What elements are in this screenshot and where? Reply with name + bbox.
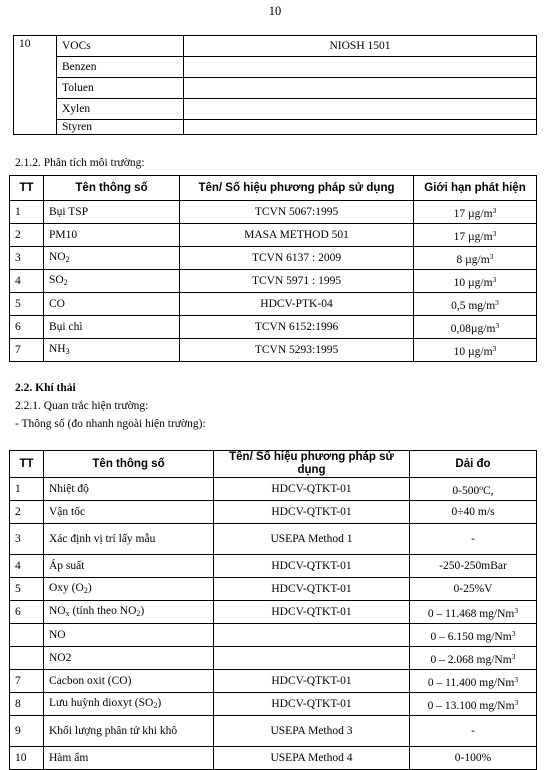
measure-range	[410, 601, 537, 624]
text: Bụi TSP	[49, 205, 89, 218]
text: NH	[49, 342, 66, 355]
param-name	[44, 747, 214, 770]
text: 4	[15, 274, 21, 287]
text: MASA METHOD 501	[244, 228, 349, 241]
text: 10 µg/m	[453, 345, 493, 358]
table-row	[10, 270, 537, 293]
detection-limit	[414, 247, 537, 270]
detection-limit	[414, 316, 537, 339]
text: 0 – 6.150 mg/Nm	[430, 630, 512, 643]
text: 0-500	[452, 484, 480, 497]
text: Vận tốc	[49, 505, 86, 518]
text: USEPA Method 3	[270, 724, 353, 737]
param-name	[44, 524, 214, 555]
voc-table	[13, 35, 537, 135]
text: )	[140, 604, 145, 617]
text: )	[157, 696, 162, 709]
text: 0-100%	[454, 751, 492, 764]
text: 0 – 11.400 mg/Nm	[427, 676, 515, 689]
subscript: 3	[65, 346, 70, 356]
row-index	[10, 670, 44, 693]
text: 2	[15, 228, 21, 241]
detection-limit	[414, 339, 537, 362]
text: HDCV-PTK-04	[260, 297, 333, 310]
text: 8 µg/m	[456, 253, 490, 266]
superscript: o	[479, 482, 484, 492]
method-name	[214, 578, 410, 601]
col-header: Tên/ Số hiệu phương pháp sử dụng	[180, 176, 414, 201]
measure-range	[410, 670, 537, 693]
param-name	[44, 247, 180, 270]
text: 6	[15, 605, 21, 618]
param-name	[44, 201, 180, 224]
text: Oxy (O	[49, 581, 84, 594]
text: TCVN 5293:1995	[254, 343, 339, 356]
text: HDCV-QTKT-01	[271, 697, 352, 710]
text: 4	[15, 559, 21, 572]
method-name	[214, 624, 410, 647]
text: (tính theo NO	[69, 604, 137, 617]
text: Nhiệt độ	[49, 482, 89, 495]
row-index	[10, 578, 44, 601]
text: USEPA Method 4	[270, 751, 353, 764]
table-row	[10, 693, 537, 716]
text: HDCV-QTKT-01	[271, 674, 352, 687]
method-name	[214, 716, 410, 747]
method-name	[214, 670, 410, 693]
table-row	[14, 57, 537, 78]
subscript: 2	[153, 700, 158, 710]
text: 1	[15, 205, 21, 218]
text: HDCV-QTKT-01	[271, 505, 352, 518]
param-name	[44, 555, 214, 578]
text: )	[87, 581, 92, 594]
text: HDCV-QTKT-01	[271, 582, 352, 595]
method-name	[214, 693, 410, 716]
empty-cell	[184, 120, 537, 135]
param-name	[44, 647, 214, 670]
detection-limit	[414, 270, 537, 293]
method-name	[214, 478, 410, 501]
env-heading: 2.1.2. Phân tích môi trường:	[15, 157, 145, 169]
text: NO	[49, 604, 66, 617]
text: 3	[15, 251, 21, 264]
method-name	[180, 224, 414, 247]
method-name	[180, 316, 414, 339]
method-name	[180, 339, 414, 362]
table-header-row	[10, 451, 537, 478]
row-index	[10, 624, 44, 647]
text: Khối lượng phân tử khi khô	[49, 724, 178, 737]
env-analysis-table	[9, 175, 537, 362]
param-name	[44, 624, 214, 647]
text: TCVN 5971 : 1995	[251, 274, 342, 287]
col-header: TT	[10, 451, 44, 478]
measure-range	[410, 501, 537, 524]
text: 0 – 13.100 mg/Nm	[427, 699, 515, 712]
text: PM10	[49, 228, 78, 241]
superscript: 3	[514, 697, 519, 707]
superscript: 3	[511, 628, 516, 638]
table-row	[10, 224, 537, 247]
empty-cell	[184, 57, 537, 78]
method-name	[180, 247, 414, 270]
row-index	[10, 339, 44, 362]
row-index	[10, 601, 44, 624]
subscript: 2	[63, 277, 68, 287]
table-row	[10, 747, 537, 770]
param-name	[44, 270, 180, 293]
text: NO	[49, 628, 66, 641]
empty-cell	[184, 78, 537, 99]
text: 9	[15, 724, 21, 737]
row-index	[10, 270, 44, 293]
text: Lưu huỳnh dioxyt (SO	[49, 696, 154, 709]
param-name	[44, 501, 214, 524]
measure-range	[410, 716, 537, 747]
table-row	[10, 501, 537, 524]
text: TCVN 6152:1996	[254, 320, 339, 333]
col-header: Tên thông số	[44, 451, 214, 478]
text: 17 µg/m	[453, 230, 493, 243]
text: 5	[15, 297, 21, 310]
table-row	[10, 247, 537, 270]
text: C,	[483, 484, 494, 497]
method-name	[214, 747, 410, 770]
superscript: 3	[492, 274, 497, 284]
table-row	[14, 36, 537, 57]
detection-limit	[414, 224, 537, 247]
text: 0 – 2.068 mg/Nm	[430, 653, 512, 666]
col-header: TT	[10, 176, 44, 201]
table-header-row	[10, 176, 537, 201]
table-row	[10, 293, 537, 316]
voc-sub: Styren	[57, 120, 184, 135]
table-row	[10, 716, 537, 747]
text: USEPA Method 1	[270, 532, 353, 545]
text: 0,5 mg/m	[451, 299, 496, 312]
text: 0,08µg/m	[450, 322, 496, 335]
row-index	[10, 555, 44, 578]
superscript: 3	[514, 605, 519, 615]
superscript: 3	[511, 651, 516, 661]
table-row	[10, 524, 537, 555]
row-index	[10, 316, 44, 339]
measure-range	[410, 555, 537, 578]
row-index	[10, 747, 44, 770]
superscript: 3	[495, 320, 500, 330]
text: 6	[15, 320, 21, 333]
method-name	[214, 501, 410, 524]
text: 17 µg/m	[453, 207, 493, 220]
row-index	[10, 201, 44, 224]
voc-sub: Benzen	[57, 57, 184, 78]
col-header: Giới hạn phát hiện	[414, 176, 537, 201]
table-row	[10, 201, 537, 224]
text: Xác định vị trí lấy mẫu	[49, 532, 156, 545]
param-name	[44, 601, 214, 624]
field-note: - Thông số (đo nhanh ngoài hiện trường):	[15, 418, 206, 430]
voc-index: 10	[14, 36, 57, 135]
table-row	[10, 578, 537, 601]
param-name	[44, 293, 180, 316]
subscript: 2	[136, 608, 141, 618]
measure-range	[410, 578, 537, 601]
subscript: 2	[65, 254, 70, 264]
superscript: 3	[489, 251, 494, 261]
row-index	[10, 647, 44, 670]
param-name	[44, 670, 214, 693]
voc-method: NIOSH 1501	[184, 36, 537, 57]
text: -250-250mBar	[439, 559, 507, 572]
voc-sub: Xylen	[57, 99, 184, 120]
measure-range	[410, 747, 537, 770]
text: 10	[15, 751, 27, 764]
text: 7	[15, 674, 21, 687]
method-name	[180, 201, 414, 224]
param-name	[44, 316, 180, 339]
table-row	[10, 647, 537, 670]
method-name	[180, 270, 414, 293]
param-name	[44, 224, 180, 247]
subsection-title: 2.2.1. Quan trắc hiện trường:	[15, 400, 149, 412]
text: 1	[15, 482, 21, 495]
text: TCVN 6137 : 2009	[251, 251, 342, 264]
method-name	[214, 601, 410, 624]
param-name	[44, 339, 180, 362]
text: 0 – 11.468 mg/Nm	[427, 607, 515, 620]
text: 3	[15, 532, 21, 545]
text: Cacbon oxit (CO)	[49, 674, 132, 687]
text: TCVN 5067:1995	[254, 205, 339, 218]
text: 0÷40 m/s	[451, 505, 495, 518]
text: Bụi chì	[49, 320, 83, 333]
row-index	[10, 716, 44, 747]
superscript: 3	[514, 674, 519, 684]
text: 2	[15, 505, 21, 518]
text: 5	[15, 582, 21, 595]
table-row	[10, 316, 537, 339]
detection-limit	[414, 201, 537, 224]
method-name	[214, 647, 410, 670]
table-row	[14, 99, 537, 120]
row-index	[10, 224, 44, 247]
subscript: x	[65, 608, 70, 618]
param-name	[44, 578, 214, 601]
measure-range	[410, 647, 537, 670]
method-name	[214, 555, 410, 578]
param-name	[44, 693, 214, 716]
measure-range	[410, 624, 537, 647]
col-header: Tên/ Số hiệu phương pháp sử dụng	[214, 451, 410, 478]
voc-param: VOCs	[57, 36, 184, 57]
param-name	[44, 716, 214, 747]
superscript: 3	[495, 297, 499, 307]
superscript: 3	[492, 343, 497, 353]
table-row	[10, 670, 537, 693]
method-name	[180, 293, 414, 316]
col-header: Tên thông số	[44, 176, 180, 201]
text: SO	[49, 273, 64, 286]
text: HDCV-QTKT-01	[271, 605, 352, 618]
superscript: 3	[492, 228, 497, 238]
table-row	[14, 120, 537, 135]
row-index	[10, 693, 44, 716]
table-row	[10, 624, 537, 647]
text: 0-25%V	[453, 582, 493, 595]
row-index	[10, 247, 44, 270]
voc-sub: Toluen	[57, 78, 184, 99]
text: 8	[15, 697, 21, 710]
col-header: Dải đo	[410, 451, 537, 478]
empty-cell	[184, 99, 537, 120]
text: -	[471, 724, 475, 737]
subscript: 2	[83, 585, 88, 595]
measure-range	[410, 693, 537, 716]
table-row	[10, 601, 537, 624]
text: 7	[15, 343, 21, 356]
text: NO2	[49, 651, 72, 664]
measure-range	[410, 478, 537, 501]
detection-limit	[414, 293, 537, 316]
section-title: 2.2. Khí thải	[15, 382, 76, 394]
param-name	[44, 478, 214, 501]
text: Hàm ẩm	[49, 751, 89, 764]
row-index	[10, 293, 44, 316]
table-row	[10, 478, 537, 501]
text: HDCV-QTKT-01	[271, 559, 352, 572]
text: -	[471, 532, 475, 545]
table-row	[10, 555, 537, 578]
measure-range	[410, 524, 537, 555]
text: CO	[49, 297, 65, 310]
text: HDCV-QTKT-01	[271, 482, 352, 495]
superscript: 3	[492, 205, 497, 215]
page-number: 10	[268, 4, 282, 18]
table-row	[10, 339, 537, 362]
table-row	[14, 78, 537, 99]
text: NO	[49, 250, 66, 263]
method-name	[214, 524, 410, 555]
text: Áp suất	[49, 559, 85, 572]
row-index	[10, 524, 44, 555]
text: 10 µg/m	[453, 276, 493, 289]
row-index	[10, 501, 44, 524]
gas-measure-table	[9, 450, 537, 770]
row-index	[10, 478, 44, 501]
